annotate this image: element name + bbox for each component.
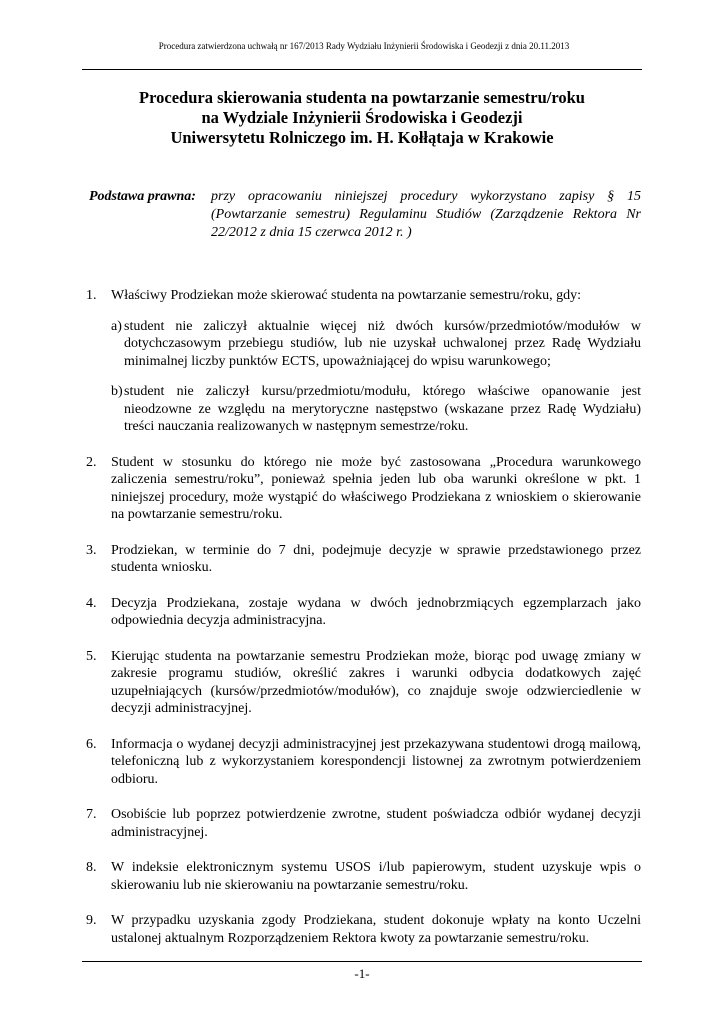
list-item-number: 4.	[86, 595, 97, 611]
document-title	[82, 88, 642, 148]
sub-item-label: b)	[111, 384, 123, 399]
header-rule	[82, 69, 642, 70]
sub-item-text: student nie zaliczył aktualnie więcej niż dwóch kursów/przedmiotów/modułów w dotychczasowym przebiegu studiów, lub nie uzyskał uchwalonej przez Radę Wydziału minimalnej liczby punktów ECTS, upoważniającej do wpisu warunkowego;	[124, 318, 641, 369]
title-line-2: na Wydziale Inżynierii Środowiska i Geodezji	[201, 108, 523, 127]
list-item	[86, 542, 641, 577]
title-line-1: Procedura skierowania studenta na powtarzanie semestru/roku	[139, 88, 585, 107]
sub-item-text: student nie zaliczył kursu/przedmiotu/modułu, którego właściwe opanowanie jest nieodzowne ze względu na merytoryczne następstwo (wskazane przez Radę Wydziału) treści nauczania realizowanych w następnym semestrze/roku.	[124, 384, 641, 434]
procedure-list	[86, 287, 641, 965]
list-item	[86, 287, 641, 436]
list-item	[86, 454, 641, 524]
list-item-text: Prodziekan, w terminie do 7 dni, podejmuje decyzje w sprawie przedstawionego przez studenta wniosku.	[111, 542, 641, 575]
list-item-text: Student w stosunku do którego nie może być zastosowana „Procedura warunkowego zaliczenia semestru/roku”, ponieważ spełnia jeden lub oba warunki określone w pkt. 1 niniejszej procedury, może wystąpić do właściwego Prodziekana z wnioskiem o skierowanie na powtarzanie semestru/roku.	[111, 454, 641, 522]
legal-basis-label: Podstawa prawna:	[89, 189, 196, 204]
legal-basis-text: przy opracowaniu niniejszej procedury wykorzystano zapisy § 15 (Powtarzanie semestru) Regulaminu Studiów (Zarządzenie Rektora Nr 22/2012 z dnia 15 czerwca 2012 r. )	[211, 189, 641, 240]
list-item	[86, 736, 641, 789]
list-item-text: W indeksie elektronicznym systemu USOS i/lub papierowym, student uzyskuje wpis o skierowaniu lub nie skierowaniu na powtarzanie semestru/roku.	[111, 860, 641, 893]
list-item-text: Właściwy Prodziekan może skierować studenta na powtarzanie semestru/roku, gdy:	[111, 288, 582, 303]
footer-rule	[82, 961, 642, 962]
sub-item-label: a)	[111, 318, 122, 334]
title-line-3: Uniwersytetu Rolniczego im. H. Kołłątaja w Krakowie	[170, 128, 554, 147]
list-item-number: 8.	[86, 860, 97, 875]
list-item-number: 1.	[86, 288, 97, 303]
list-item-number: 3.	[86, 542, 97, 558]
page-number: -1-	[354, 966, 370, 981]
list-item-text: W przypadku uzyskania zgody Prodziekana, student dokonuje wpłaty na konto Uczelni ustalonej aktualnym Rozporządzeniem Rektora kwoty za powtarzanie semestru/roku.	[111, 913, 641, 946]
list-item	[86, 859, 641, 894]
list-item-text: Kierując studenta na powtarzanie semestru Prodziekan może, biorąc pod uwagę zmiany w zakresie programu studiów, określić zakres i warunki odbycia dodatkowych zajęć uzupełniających (kursów/przedmiotów/modułów), co znajduje swoje odzwierciedlenie w decyzji administracyjnej.	[111, 648, 641, 716]
list-item-number: 5.	[86, 648, 97, 664]
list-item-text: Osobiście lub poprzez potwierdzenie zwrotne, student poświadcza odbiór wydanej decyzji administracyjnej.	[111, 807, 641, 840]
legal-basis	[89, 188, 641, 242]
list-item	[86, 806, 641, 841]
sub-item	[111, 383, 641, 436]
list-item-number: 2.	[86, 454, 97, 470]
list-item-text: Decyzja Prodziekana, zostaje wydana w dwóch jednobrzmiących egzemplarzach jako odpowiednia decyzja administracyjna.	[111, 595, 641, 628]
list-item-number: 6.	[86, 736, 97, 752]
list-item-number: 7.	[86, 807, 97, 822]
list-item-text: Informacja o wydanej decyzji administracyjnej jest przekazywana studentowi drogą mailową, telefoniczną lub z wykorzystaniem korespondencji listownej za zwrotnym potwierdzeniem odbioru.	[111, 736, 641, 787]
list-item	[86, 648, 641, 718]
list-item	[86, 595, 641, 630]
sub-item	[111, 318, 641, 371]
header-note: Procedura zatwierdzona uchwałą nr 167/2013 Rady Wydziału Inżynierii Środowiska i Geodezji z dnia 20.11.2013	[158, 41, 570, 51]
list-item	[86, 912, 641, 947]
list-item-number: 9.	[86, 913, 97, 928]
